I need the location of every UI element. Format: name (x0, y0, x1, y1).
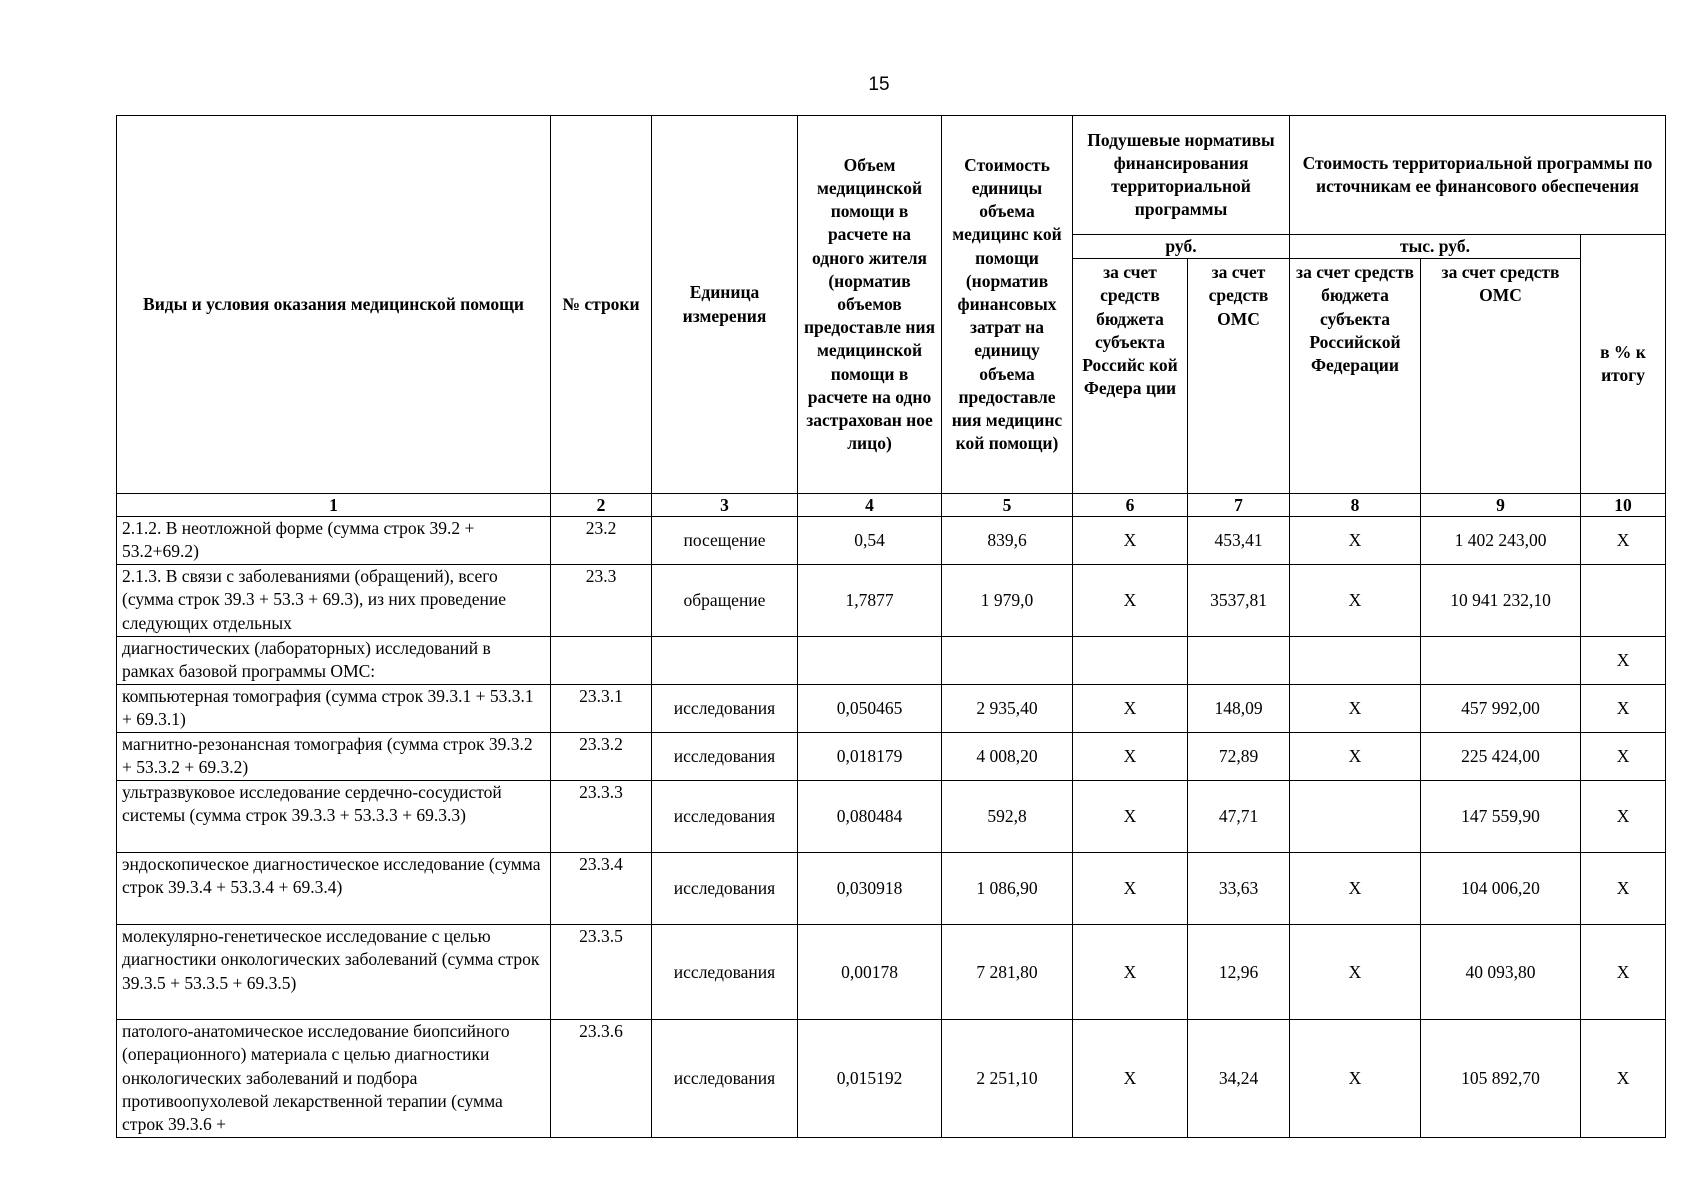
table-row (117, 685, 1666, 733)
row-name: патолого-анатомическое исследование биопсийного (операционного) материала с целью диагностики онкологических заболеваний и подбора противоопухолевой лекарственной терапии (сумма строк 39.3.6 + (117, 1020, 551, 1138)
row-budget-total: Х (1290, 685, 1421, 733)
row-budget-total: Х (1290, 925, 1421, 1020)
row-oms-per-capita: 3537,81 (1188, 565, 1290, 637)
row-oms-per-capita: 12,96 (1188, 925, 1290, 1020)
column-number: 9 (1421, 494, 1581, 517)
row-name: диагностических (лабораторных) исследований в рамках базовой программы ОМС: (117, 637, 551, 685)
row-number: 23.3.4 (551, 853, 652, 925)
row-budget-per-capita: Х (1073, 517, 1188, 565)
row-number (551, 637, 652, 685)
row-oms-total: 1 402 243,00 (1421, 517, 1581, 565)
data-table (116, 115, 1666, 1138)
row-budget-total: Х (1290, 565, 1421, 637)
row-percent: Х (1581, 517, 1666, 565)
row-oms-total: 104 006,20 (1421, 853, 1581, 925)
row-number: 23.3 (551, 565, 652, 637)
row-number: 23.3.1 (551, 685, 652, 733)
row-unit-cost: 839,6 (942, 517, 1073, 565)
row-unit: исследования (652, 781, 798, 853)
row-volume: 0,018179 (798, 733, 942, 781)
row-name: компьютерная томография (сумма строк 39.3.1 + 53.3.1 + 69.3.1) (117, 685, 551, 733)
row-budget-per-capita: Х (1073, 853, 1188, 925)
table-row (117, 853, 1666, 925)
table-row (117, 733, 1666, 781)
row-name: ультразвуковое исследование сердечно-сосудистой системы (сумма строк 39.3.3 + 53.3.3 + 69.3.3) (117, 781, 551, 853)
row-oms-per-capita: 453,41 (1188, 517, 1290, 565)
column-number: 10 (1581, 494, 1666, 517)
table-row (117, 637, 1666, 685)
row-percent: Х (1581, 637, 1666, 685)
row-volume: 1,7877 (798, 565, 942, 637)
column-number: 7 (1188, 494, 1290, 517)
row-budget-total: Х (1290, 853, 1421, 925)
header-unit-thousand-rub: тыс. руб. (1290, 235, 1581, 259)
row-name: 2.1.3. В связи с заболеваниями (обращений), всего (сумма строк 39.3 + 53.3 + 69.3), из них проведение следующих отдельных (117, 565, 551, 637)
row-unit-cost: 2 935,40 (942, 685, 1073, 733)
row-unit (652, 637, 798, 685)
row-oms-per-capita: 47,71 (1188, 781, 1290, 853)
row-volume: 0,050465 (798, 685, 942, 733)
row-budget-total: Х (1290, 1020, 1421, 1138)
row-name: магнитно-резонансная томография (сумма строк 39.3.2 + 53.3.2 + 69.3.2) (117, 733, 551, 781)
row-volume: 0,54 (798, 517, 942, 565)
row-unit: исследования (652, 685, 798, 733)
row-unit: исследования (652, 733, 798, 781)
row-unit: исследования (652, 925, 798, 1020)
row-oms-per-capita (1188, 637, 1290, 685)
row-name: эндоскопическое диагностическое исследование (сумма строк 39.3.4 + 53.3.4 + 69.3.4) (117, 853, 551, 925)
row-name: 2.1.2. В неотложной форме (сумма строк 39.2 + 53.2+69.2) (117, 517, 551, 565)
row-name: молекулярно-генетическое исследование с целью диагностики онкологических заболеваний (сумма строк 39.3.5 + 53.3.5 + 69.3.5) (117, 925, 551, 1020)
table-row (117, 565, 1666, 637)
row-volume: 0,030918 (798, 853, 942, 925)
header-per-capita: Подушевые нормативы финансирования территориальной программы (1073, 116, 1290, 235)
header-unit-cost: Стоимость единицы объема медицинс кой помощи (норматив финансовых затрат на единицу объема предоставле ния медицинс кой помощи) (942, 116, 1073, 494)
header-unit-rub: руб. (1073, 235, 1290, 259)
row-volume (798, 637, 942, 685)
row-budget-per-capita: Х (1073, 925, 1188, 1020)
row-budget-per-capita: Х (1073, 781, 1188, 853)
column-numbers-row (117, 494, 1666, 517)
header-oms-total: за счет средств ОМС (1421, 259, 1581, 494)
row-budget-total: Х (1290, 733, 1421, 781)
header-row-number: № строки (551, 116, 652, 494)
header-budget-total: за счет средств бюджета субъекта Российской Федерации (1290, 259, 1421, 494)
column-number: 4 (798, 494, 942, 517)
row-budget-per-capita (1073, 637, 1188, 685)
row-oms-per-capita: 72,89 (1188, 733, 1290, 781)
table-row (117, 781, 1666, 853)
row-oms-total: 147 559,90 (1421, 781, 1581, 853)
row-unit-cost: 592,8 (942, 781, 1073, 853)
row-oms-total: 225 424,00 (1421, 733, 1581, 781)
header-oms-per-capita: за счет средств ОМС (1188, 259, 1290, 494)
row-budget-per-capita: Х (1073, 1020, 1188, 1138)
header-program-cost: Стоимость территориальной программы по источникам ее финансового обеспечения (1290, 116, 1666, 235)
row-volume: 0,080484 (798, 781, 942, 853)
table-body (117, 517, 1666, 1138)
row-oms-per-capita: 148,09 (1188, 685, 1290, 733)
row-volume: 0,00178 (798, 925, 942, 1020)
column-number: 2 (551, 494, 652, 517)
row-budget-total (1290, 781, 1421, 853)
row-unit-cost: 2 251,10 (942, 1020, 1073, 1138)
row-budget-per-capita: Х (1073, 733, 1188, 781)
row-oms-total: 457 992,00 (1421, 685, 1581, 733)
row-oms-per-capita: 34,24 (1188, 1020, 1290, 1138)
row-number: 23.3.5 (551, 925, 652, 1020)
row-budget-total: Х (1290, 517, 1421, 565)
row-volume: 0,015192 (798, 1020, 942, 1138)
row-number: 23.3.2 (551, 733, 652, 781)
row-percent: Х (1581, 685, 1666, 733)
row-oms-total: 40 093,80 (1421, 925, 1581, 1020)
row-unit: посещение (652, 517, 798, 565)
column-number: 3 (652, 494, 798, 517)
row-percent: Х (1581, 733, 1666, 781)
column-number: 5 (942, 494, 1073, 517)
row-number: 23.3.3 (551, 781, 652, 853)
row-oms-total: 105 892,70 (1421, 1020, 1581, 1138)
row-unit: обращение (652, 565, 798, 637)
row-unit: исследования (652, 853, 798, 925)
row-unit-cost: 1 086,90 (942, 853, 1073, 925)
row-percent: Х (1581, 1020, 1666, 1138)
row-unit: исследования (652, 1020, 798, 1138)
header-unit: Единица измерения (652, 116, 798, 494)
row-percent: Х (1581, 925, 1666, 1020)
header-percent: в % к итогу (1581, 235, 1666, 494)
row-number: 23.3.6 (551, 1020, 652, 1138)
header-volume: Объем медицинской помощи в расчете на одного жителя (норматив объемов предоставле ния медицинской помощи в расчете на одно застрахован ное лицо) (798, 116, 942, 494)
row-oms-per-capita: 33,63 (1188, 853, 1290, 925)
table-row (117, 1020, 1666, 1138)
row-number: 23.2 (551, 517, 652, 565)
row-unit-cost: 4 008,20 (942, 733, 1073, 781)
row-budget-per-capita: Х (1073, 685, 1188, 733)
row-oms-total: 10 941 232,10 (1421, 565, 1581, 637)
header-kind: Виды и условия оказания медицинской помощи (117, 116, 551, 494)
column-number: 8 (1290, 494, 1421, 517)
row-unit-cost (942, 637, 1073, 685)
row-budget-per-capita: Х (1073, 565, 1188, 637)
table-row (117, 517, 1666, 565)
row-percent (1581, 565, 1666, 637)
column-number: 1 (117, 494, 551, 517)
table-row (117, 925, 1666, 1020)
header-budget-per-capita: за счет средств бюджета субъекта Российс кой Федера ции (1073, 259, 1188, 494)
row-percent: Х (1581, 853, 1666, 925)
page-number: 15 (868, 74, 890, 95)
row-budget-total (1290, 637, 1421, 685)
row-oms-total (1421, 637, 1581, 685)
row-unit-cost: 7 281,80 (942, 925, 1073, 1020)
column-number: 6 (1073, 494, 1188, 517)
row-unit-cost: 1 979,0 (942, 565, 1073, 637)
table-header (117, 116, 1666, 517)
row-percent: Х (1581, 781, 1666, 853)
